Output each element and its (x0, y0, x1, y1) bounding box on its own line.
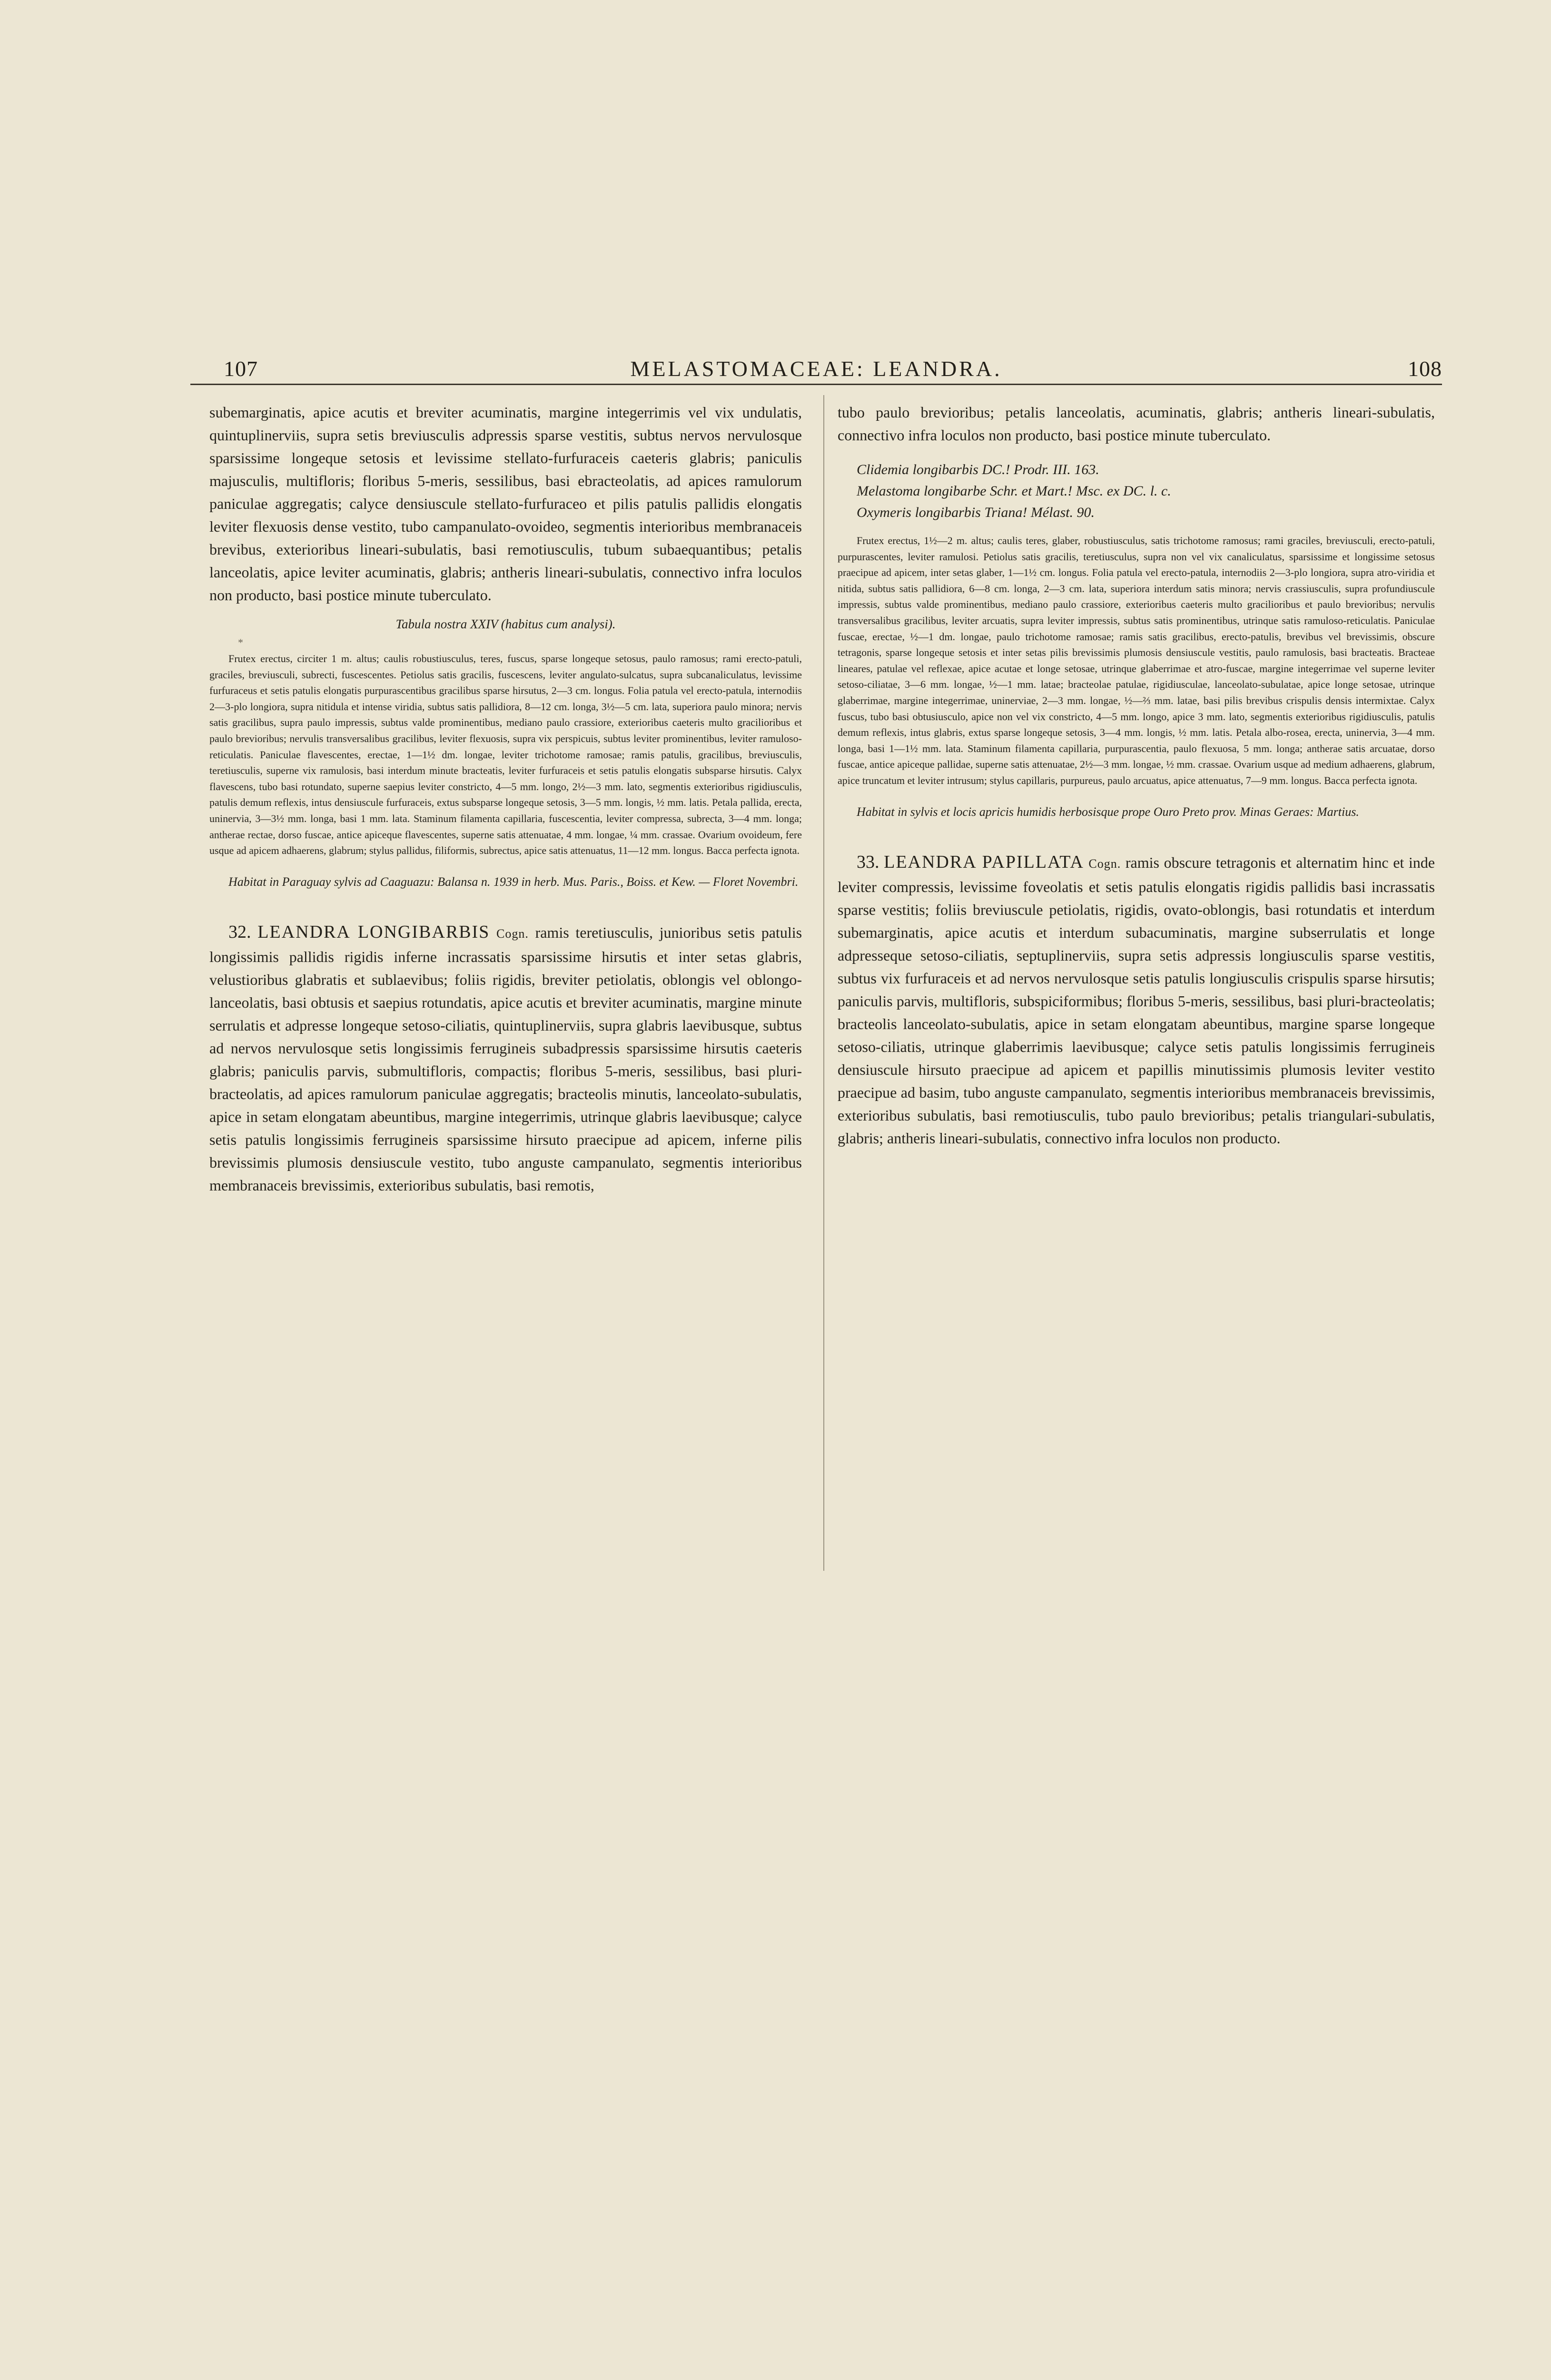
species-32-number: 32. (228, 922, 251, 942)
species-31-diagnosis-continued: subemarginatis, apice acutis et breviter acuminatis, margine integerrimis vel vix undulatis, quintuplinerviis, supra setis breviusculis adpressis sparse vestitis, subtus nervos nervulosque sparsissime longeque setosis et levissime stellato-furfuraceis caeteris glabris; paniculis majusculis, multifloris; floribus 5-meris, sessilibus, basi ebracteolatis, ad apices ramulorum paniculae aggregatis; calyce densiuscule stellato-furfuraceo et pilis patulis pallidis elongatis leviter flexuosis dense vestito, tubo campanulato-ovoideo, segmentis interioribus membranaceis brevibus, exterioribus lineari-subulatis, basi remotiusculis, tubum subaequantibus; petalis lanceolatis, apice leviter acuminatis, glabris; antheris lineari-subulatis, connectivo infra loculos non producto, basi postice minute tuberculato. (209, 404, 802, 604)
page-number-right: 108 (1408, 357, 1442, 381)
left-column (209, 401, 802, 1197)
species-32-synonyms (857, 459, 1435, 523)
species-32-description: Frutex erectus, 1½—2 m. altus; caulis teres, glaber, robustiusculus, satis trichotome ramosus; rami graciles, breviusculi, erecto-patuli, purpurascentes, leviter ramulosi. Petiolus satis gracilis, teretiusculus, supra non vel vix canaliculatus, sparsissime et longissime setosus praecipue ad apicem, inter setas glaber, 1—1½ cm. longus. Folia patula vel erecto-patula, internodiis 2—3-plo longiora, supra atro-viridia et nitida, subtus satis pallidiora, 6—8 cm. longa, 2—3 cm. lata, superiora interdum satis minora; nervis crassiusculis, supra profundiuscule impressis, subtus valde prominentibus, mediano paulo crassiore, exterioribus caeteris multo gracilioribus et paulo brevioribus; nervulis transversalibus gracilibus, leviter arcuatis, supra leviter impressis, subtus satis prominentibus, utrinque satis ramuloso-reticulatis. Paniculae fuscae, erectae, ½—1 dm. longae, paulo trichotome ramosae; ramis satis gracilibus, erecto-patulis, brevibus vel brevissimis, obscure tetragonis, sparse longeque setosis et inter setas pilis brevissimis plumosis densiuscule vestitis, paulo ramulosis, basi bracteatis. Bracteae lineares, patulae vel reflexae, apice acutae et longe setosae, utrinque glaberrimae et atro-fuscae, margine integerrimae vel superne leviter setoso-ciliatae, 3—6 mm. longae, ½—1 mm. latae; bracteolae patulae, rigidiusculae, lanceolato-subulatae, apice longe setosae, utrinque glaberrimae, margine integerrimae, uninerviae, 2—3 mm. longae, ½—⅔ mm. latae, basi pilis brevibus crispulis densis intermixtae. Calyx fuscus, tubo basi obtusiusculo, apice non vel vix constricto, 4—5 mm. longo, apice 3 mm. lato, segmentis exterioribus rigidiusculis, patulis demum reflexis, intus glabris, extus sparse longeque setosis, 3—4 mm. longis, ½ mm. latis. Petala albo-rosea, erecta, uninervia, 3—4 mm. longa, basi 1—1½ mm. lata. Staminum filamenta capillaria, purpurascentia, paulo flexuosa, 5 mm. longa; antherae satis arcuatae, dorso fuscae, antice apiceque pallidae, superne satis attenuatae, 2½—3 mm. longae, ½ mm. crassae. Ovarium usque ad medium adhaerens, glabrum, apice truncatum et leviter intrusum; stylus capillaris, purpureus, paulo arcuatus, apice attenuatus, 7—9 mm. longus. Bacca perfecta ignota. (838, 535, 1435, 786)
print-mark: * (238, 636, 243, 648)
species-32-author: Cogn. (496, 926, 529, 941)
plate-caption: Tabula nostra XXIV (habitus cum analysi). (395, 617, 616, 631)
species-32-habitat: Habitat in sylvis et locis apricis humidis herbosisque prope Ouro Preto prov. Minas Geraes: Martius. (857, 804, 1359, 819)
header-rule (190, 384, 1442, 385)
synonym-oxymeris: Oxymeris longibarbis Triana! Mélast. 90. (857, 505, 1095, 520)
species-33-name: LEANDRA PAPILLATA (884, 852, 1084, 872)
synonym-melastoma: Melastoma longibarbe Schr. et Mart.! Msc. ex DC. l. c. (857, 483, 1171, 499)
species-32-diagnosis: ramis teretiusculis, junioribus setis patulis longissimis pallidis rigidis inferne incrassatis sparsissime hirsutis et inter setas glabris, velustioribus glabratis et sublaevibus; foliis rigidis, breviter petiolatis, oblongis vel oblongo-lanceolatis, basi obtusis et saepius rotundatis, apice acutis et breviter acuminatis, margine minute serrulatis et adpresse longeque setoso-ciliatis, quintuplinerviis, supra glabris laevibusque, subtus ad nervos nervulosque setis longissimis ferrugineis subadpressis sparsissime hirsutis caeteris glabris; paniculis parvis, submultifloris, compactis; floribus 5-meris, sessilibus, basi pluri-bracteolatis, ad apices ramulorum paniculae aggregatis; bracteolis minutis, lanceolato-subulatis, apice in setam elongatam abeuntibus, margine integerrimis, utrinque glabris laevibusque; calyce setis patulis longissimis ferrugineis sparsissime hirsuto praecipue ad apicem, inferne pilis brevissimis plumosis densiuscule vestito, tubo anguste campanulato, segmentis interioribus membranaceis brevissimis, exterioribus subulatis, basi remotis, (209, 923, 802, 1194)
species-33-author: Cogn. (1088, 856, 1121, 871)
species-33-entry (838, 851, 1435, 1150)
species-33-number: 33. (857, 852, 879, 872)
species-31-description: Frutex erectus, circiter 1 m. altus; caulis robustiusculus, teres, fuscus, sparse longeque setosus, paulo ramosus; rami erecto-patuli, graciles, breviusculi, subrecti, fuscescentes. Petiolus satis gracilis, fuscescens, leviter angulato-sulcatus, supra subcanaliculatus, levissime furfuraceus et setis patulis elongatis purpurascentibus gracilibus sparse hirsutus, 2—3 cm. longus. Folia patula vel erecto-patula, internodiis 2—3-plo longiora, supra nitidula et intense viridia, subtus satis pallidiora, 8—12 cm. longa, 3½—5 cm. lata, superiora paulo minora; nervis satis gracilibus, supra paulo impressis, subtus valde prominentibus, mediano paulo crassiore, exterioribus caeteris multo gracilioribus et paulo brevioribus; nervulis transversalibus gracilibus, leviter flexuosis, supra vix perspicuis, subtus leviter prominentibus, leviter ramuloso-reticulatis. Paniculae flavescentes, erectae, 1—1½ dm. longae, leviter trichotome ramosae; ramis patulis, gracilibus, breviusculis, teretiusculis, superne vix ramulosis, basi interdum minute bracteatis, leviter furfuraceis et setis patulis elongatis subsparse hirsutis. Calyx flavescens, tubo basi rotundato, superne saepius leviter constricto, 4—5 mm. longo, 2½—3 mm. lato, segmentis exterioribus rigidiusculis, patulis demum reflexis, intus densiuscule furfuraceis, extus subsparse longeque setosis, 3—5 mm. longis, ½ mm. latis. Petala pallida, erecta, uninervia, 3—3½ mm. longa, basi 1 mm. lata. Staminum filamenta capillaria, fuscescentia, leviter compressa, subrecta, 3—4 mm. longa; antherae rectae, dorso fuscae, antice apiceque flavescentes, superne satis attenuatae, 4 mm. longae, ¼ mm. crassae. Ovarium ovoideum, fere usque ad apicem adhaerens, glabrum; stylus pallidus, filiformis, subrectus, apice satis attenuatus, 11—12 mm. longus. Bacca perfecta ignota. (209, 653, 802, 857)
running-title: MELASTOMACEAE: LEANDRA. (630, 357, 1002, 381)
species-32-entry (209, 921, 802, 1197)
species-32-diagnosis-continued: tubo paulo brevioribus; petalis lanceolatis, acuminatis, glabris; antheris lineari-subulatis, connectivo infra loculos non producto, basi postice minute tuberculato. (838, 404, 1435, 444)
column-divider (823, 395, 824, 1571)
species-33-diagnosis: ramis obscure tetragonis et alternatim hinc et inde leviter compressis, levissime foveolatis et setis patulis elongatis rigidis pallidis basi incrassatis sparse vestitis; foliis breviuscule petiolatis, rigidis, ovato-oblongis, basi rotundatis et interdum subemarginatis, apice acutis et interdum subacuminatis, margine subserrulatis et longe adpresseque setoso-ciliatis, septuplinerviis, supra setis adpressis longiusculis sparse vestitis, subtus vix furfuraceis et ad nervos nervulosque setis patulis longiusculis crispulis sparse hirsutis; paniculis parvis, multifloris, subspiciformibus; floribus 5-meris, sessilibus, basi pluri-bracteolatis; bracteolis lanceolato-subulatis, apice in setam elongatam abeuntibus, margine sparse longeque setoso-ciliatis, utrinque glaberrimis laevibusque; calyce setis patulis longissimis ferrugineis densiuscule hirsuto praecipue ad apicem et papillis minutissimis plumosis leviter vestito praecipue ad basim, tubo anguste campanulato, segmentis interioribus membranaceis brevissimis, exterioribus subulatis, basi remotiusculis, tubo paulo brevioribus; petalis triangulari-subulatis, glabris; antheris lineari-subulatis, connectivo infra loculos non producto. (838, 853, 1435, 1147)
page-header (190, 356, 1442, 385)
species-31-habitat: Habitat in Paraguay sylvis ad Caaguazu: Balansa n. 1939 in herb. Mus. Paris., Boiss. et Kew. — Floret Novembri. (228, 874, 799, 889)
right-column (838, 401, 1435, 1150)
species-32-name: LEANDRA LONGIBARBIS (257, 922, 490, 942)
synonym-clidemia: Clidemia longibarbis DC.! Prodr. III. 163. (857, 462, 1099, 477)
page-number-left: 107 (224, 357, 258, 381)
